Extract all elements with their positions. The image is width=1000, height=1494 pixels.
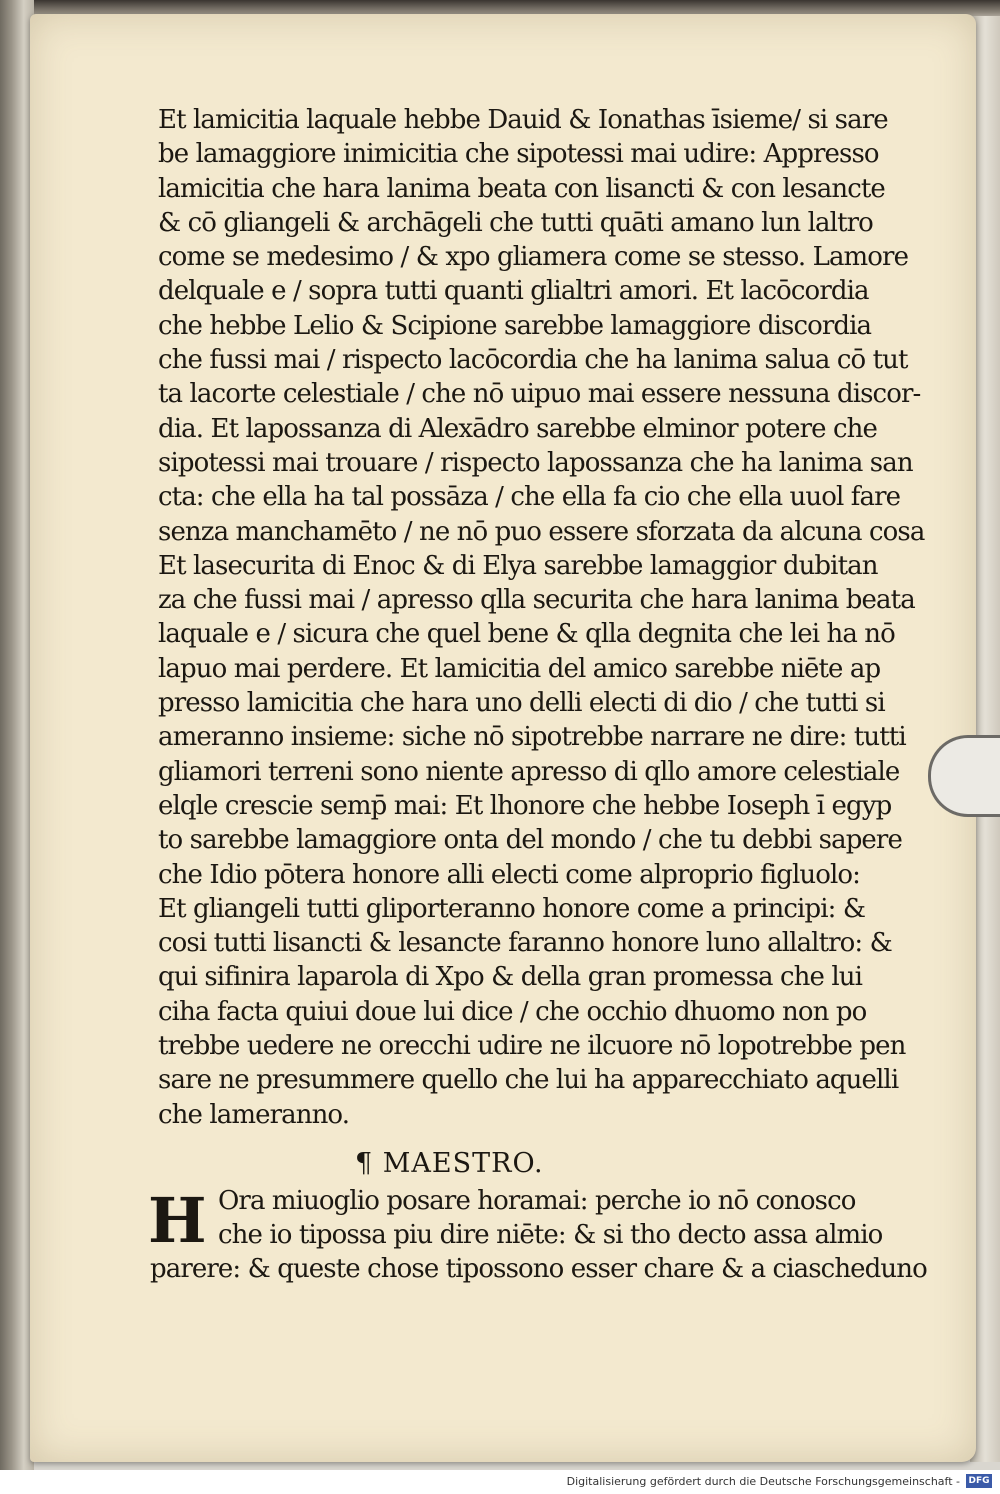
section-heading: ¶ MAESTRO. (355, 1148, 544, 1179)
text-line: lamicitia che hara lanima beata con lisancti & con lesancte (158, 173, 885, 204)
footer-credit: Digitalisierung gefördert durch die Deutsche Forschungsgemeinschaft - (566, 1475, 960, 1488)
text-line: che hebbe Lelio & Scipione sarebbe lamaggiore discordia (158, 310, 872, 341)
text-line: che lameranno. (158, 1099, 350, 1130)
text-line: qui sifinira laparola di Xpo & della gran promessa che lui (158, 962, 863, 993)
text-line: elqle crescie semp̄ mai: Et lhonore che hebbe Ioseph ī egyp (158, 790, 892, 821)
book-spine-edge (0, 0, 34, 1470)
text-line: lapuo mai perdere. Et lamicitia del amico sarebbe niēte ap (158, 653, 881, 684)
closing-text-block (150, 1252, 927, 1286)
text-line: ciha facta quiui doue lui dice / che occhio dhuomo non po (158, 996, 867, 1027)
text-line: delquale e / sopra tutti quanti glialtri amori. Et lacōcordia (158, 276, 869, 307)
text-line: sare ne presummere quello che lui ha apparecchiato aquelli (158, 1065, 899, 1096)
text-line: dia. Et lapossanza di Alexādro sarebbe elminor potere che (158, 413, 878, 444)
text-line: cosi tutti lisancti & lesancte faranno honore luno allaltro: & (158, 928, 892, 959)
text-line: parere: & queste chose tipossono esser chare & a ciascheduno (150, 1254, 927, 1284)
text-line: Et lamicitia laquale hebbe Dauid & Ionathas īsieme/ si sare (158, 105, 888, 135)
text-line: Et gliangeli tutti gliporteranno honore come a principi: & (158, 893, 866, 924)
text-line: ta lacorte celestiale / che nō uipuo mai essere nessuna discor- (158, 379, 921, 410)
text-line: za che fussi mai / apresso qlla securita che hara lanima beata (158, 585, 915, 616)
text-line: be lamaggiore inimicitia che sipotessi mai udire: Appresso (158, 139, 879, 170)
drop-cap-initial: H (148, 1184, 207, 1257)
text-line: gliamori terreni sono niente apresso di qllo amore celestiale (158, 756, 900, 787)
text-line: to sarebbe lamaggiore onta del mondo / che tu debbi sapere (158, 825, 902, 856)
text-line: laquale e / sicura che quel bene & qlla degnita che lei ha nō (158, 619, 895, 650)
text-line: che Idio pōtera honore alli electi come alproprio figluolo: (158, 859, 860, 890)
dfg-logo: DFG (966, 1474, 992, 1488)
text-line: presso lamicitia che hara uno delli electi di dio / che tutti si (158, 688, 885, 719)
main-text-block (158, 103, 925, 1132)
text-line: che io tipossa piu dire niēte: & si tho decto assa almio (218, 1220, 883, 1251)
text-line: senza manchamēto / ne nō puo essere sforzata da alcuna cosa (158, 516, 925, 547)
text-line: come se medesimo / & xpo gliamera come se stesso. Lamore (158, 242, 909, 273)
text-line: sipotessi mai trouare / rispecto lapossanza che ha lanima san (158, 447, 913, 478)
text-line: Ora miuoglio posare horamai: perche io nō conosco (218, 1186, 856, 1216)
text-line: & cō gliangeli & archāgeli che tutti quāti amano lun laltro (158, 207, 873, 238)
text-line: cta: che ella ha tal possāza / che ella fa cio che ella uuol fare (158, 482, 901, 513)
indented-text-block (218, 1184, 883, 1253)
text-line: Et lasecurita di Enoc & di Elya sarebbe lamaggior dubitan (158, 550, 878, 581)
page-clip (928, 735, 1000, 817)
text-line: ameranno insieme: siche nō sipotrebbe narrare ne dire: tutti (158, 722, 906, 753)
text-line: che fussi mai / rispecto lacōcordia che ha lanima salua cō tut (158, 345, 908, 376)
text-line: trebbe uedere ne orecchi udire ne ilcuore nō lopotrebbe pen (158, 1031, 906, 1062)
